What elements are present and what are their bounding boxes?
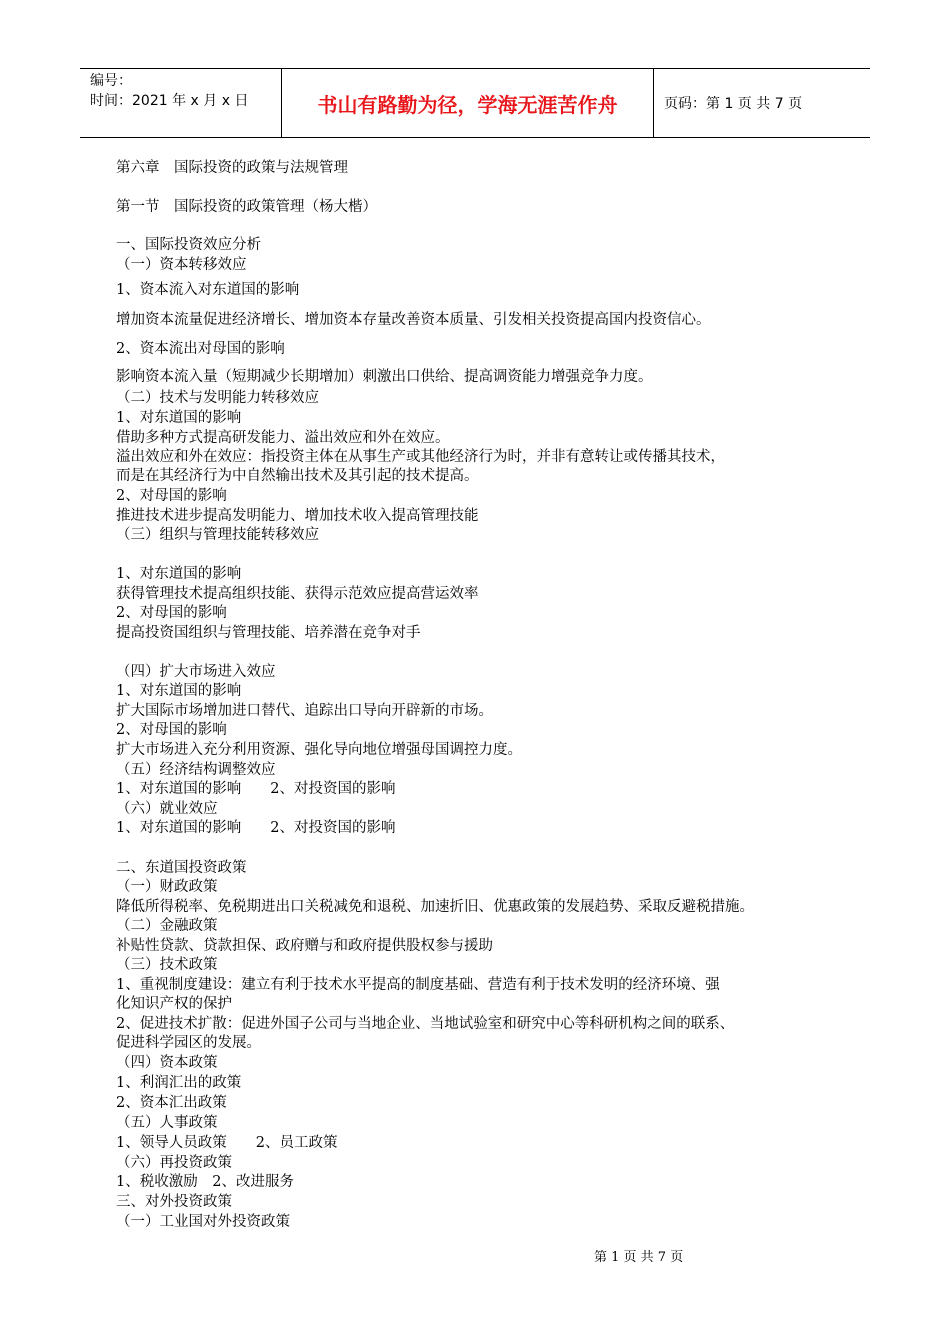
- chapter-title: 第六章 国际投资的政策与法规管理: [116, 160, 348, 176]
- text-line: 化知识产权的保护: [116, 996, 232, 1012]
- subheading: （一）财政政策: [116, 879, 218, 895]
- text-line: 促进科学园区的发展。: [116, 1035, 261, 1051]
- text-line: 1、税收激励 2、改进服务: [116, 1174, 294, 1190]
- header-number-label: 编号：: [90, 73, 132, 89]
- text-line: 2、对母国的影响: [116, 605, 227, 621]
- text-line: 借助多种方式提高研发能力、溢出效应和外在效应。: [116, 430, 450, 446]
- header-meta: [80, 69, 282, 137]
- heading-1: 一、国际投资效应分析: [116, 237, 261, 253]
- text-line: 2、资本汇出政策: [116, 1095, 227, 1111]
- text-line: 1、对东道国的影响: [116, 683, 242, 699]
- text-line: 而是在其经济行为中自然输出技术及其引起的技术提高。: [116, 468, 479, 484]
- subheading: （六）就业效应: [116, 801, 218, 817]
- subheading: （二）金融政策: [116, 918, 218, 934]
- text-line: 2、促进技术扩散：促进外国子公司与当地企业、当地试验室和研究中心等科研机构之间的联系、: [116, 1016, 735, 1032]
- header-page-info: 页码：第 1 页 共 7 页: [664, 96, 803, 112]
- subheading: （三）技术政策: [116, 957, 218, 973]
- header-motto: 书山有路勤为径，学海无涯苦作舟: [317, 92, 618, 117]
- text-line: 2、对母国的影响: [116, 722, 227, 738]
- text-line: 影响资本流入量（短期减少长期增加）刺激出口供给、提高调资能力增强竞争力度。: [116, 369, 653, 385]
- page-header: [80, 68, 870, 138]
- subheading: （四）扩大市场进入效应: [116, 664, 276, 680]
- heading-1: 三、对外投资政策: [116, 1194, 232, 1210]
- subheading: （四）资本政策: [116, 1055, 218, 1071]
- text-line: 1、领导人员政策 2、员工政策: [116, 1135, 338, 1151]
- header-time-label: 时间：2021 年 x 月 x 日: [90, 93, 249, 109]
- text-line: 1、重视制度建设：建立有利于技术水平提高的制度基础、营造有利于技术发明的经济环境、强: [116, 977, 720, 993]
- header-page-cell: [654, 69, 870, 137]
- subheading: （五）人事政策: [116, 1115, 218, 1131]
- text-line: 扩大国际市场增加进口替代、追踪出口导向开辟新的市场。: [116, 703, 493, 719]
- text-line: 1、对东道国的影响: [116, 566, 242, 582]
- text-line: 扩大市场进入充分利用资源、强化导向地位增强母国调控力度。: [116, 742, 522, 758]
- text-line: 2、资本流出对母国的影响: [116, 341, 285, 357]
- text-line: 推进技术进步提高发明能力、增加技术收入提高管理技能: [116, 508, 479, 524]
- subheading: （六）再投资政策: [116, 1155, 232, 1171]
- subheading: （三）组织与管理技能转移效应: [116, 527, 319, 543]
- subheading: （一）工业国对外投资政策: [116, 1214, 290, 1230]
- section-title: 第一节 国际投资的政策管理（杨大楷）: [116, 199, 377, 215]
- text-line: 提高投资国组织与管理技能、培养潜在竞争对手: [116, 625, 421, 641]
- subheading: （五）经济结构调整效应: [116, 762, 276, 778]
- text-line: 1、对东道国的影响 2、对投资国的影响: [116, 781, 396, 797]
- text-line: 1、对东道国的影响: [116, 410, 242, 426]
- text-line: 溢出效应和外在效应：指投资主体在从事生产或其他经济行为时，并非有意转让或传播其技术，: [116, 449, 725, 465]
- text-line: 2、对母国的影响: [116, 488, 227, 504]
- text-line: 增加资本流量促进经济增长、增加资本存量改善资本质量、引发相关投资提高国内投资信心。: [116, 312, 711, 328]
- text-line: 1、资本流入对东道国的影响: [116, 282, 300, 298]
- text-line: 补贴性贷款、贷款担保、政府赠与和政府提供股权参与援助: [116, 938, 493, 954]
- text-line: 1、利润汇出的政策: [116, 1075, 242, 1091]
- text-line: 获得管理技术提高组织技能、获得示范效应提高营运效率: [116, 586, 479, 602]
- text-line: 降低所得税率、免税期进出口关税减免和退税、加速折旧、优惠政策的发展趋势、采取反避税措施。: [116, 899, 754, 915]
- header-motto-cell: [282, 69, 654, 137]
- heading-1: 二、东道国投资政策: [116, 860, 247, 876]
- subheading: （二）技术与发明能力转移效应: [116, 390, 319, 406]
- subheading: （一）资本转移效应: [116, 257, 247, 273]
- page-footer: 第 1 页 共 7 页: [594, 1250, 684, 1265]
- text-line: 1、对东道国的影响 2、对投资国的影响: [116, 820, 396, 836]
